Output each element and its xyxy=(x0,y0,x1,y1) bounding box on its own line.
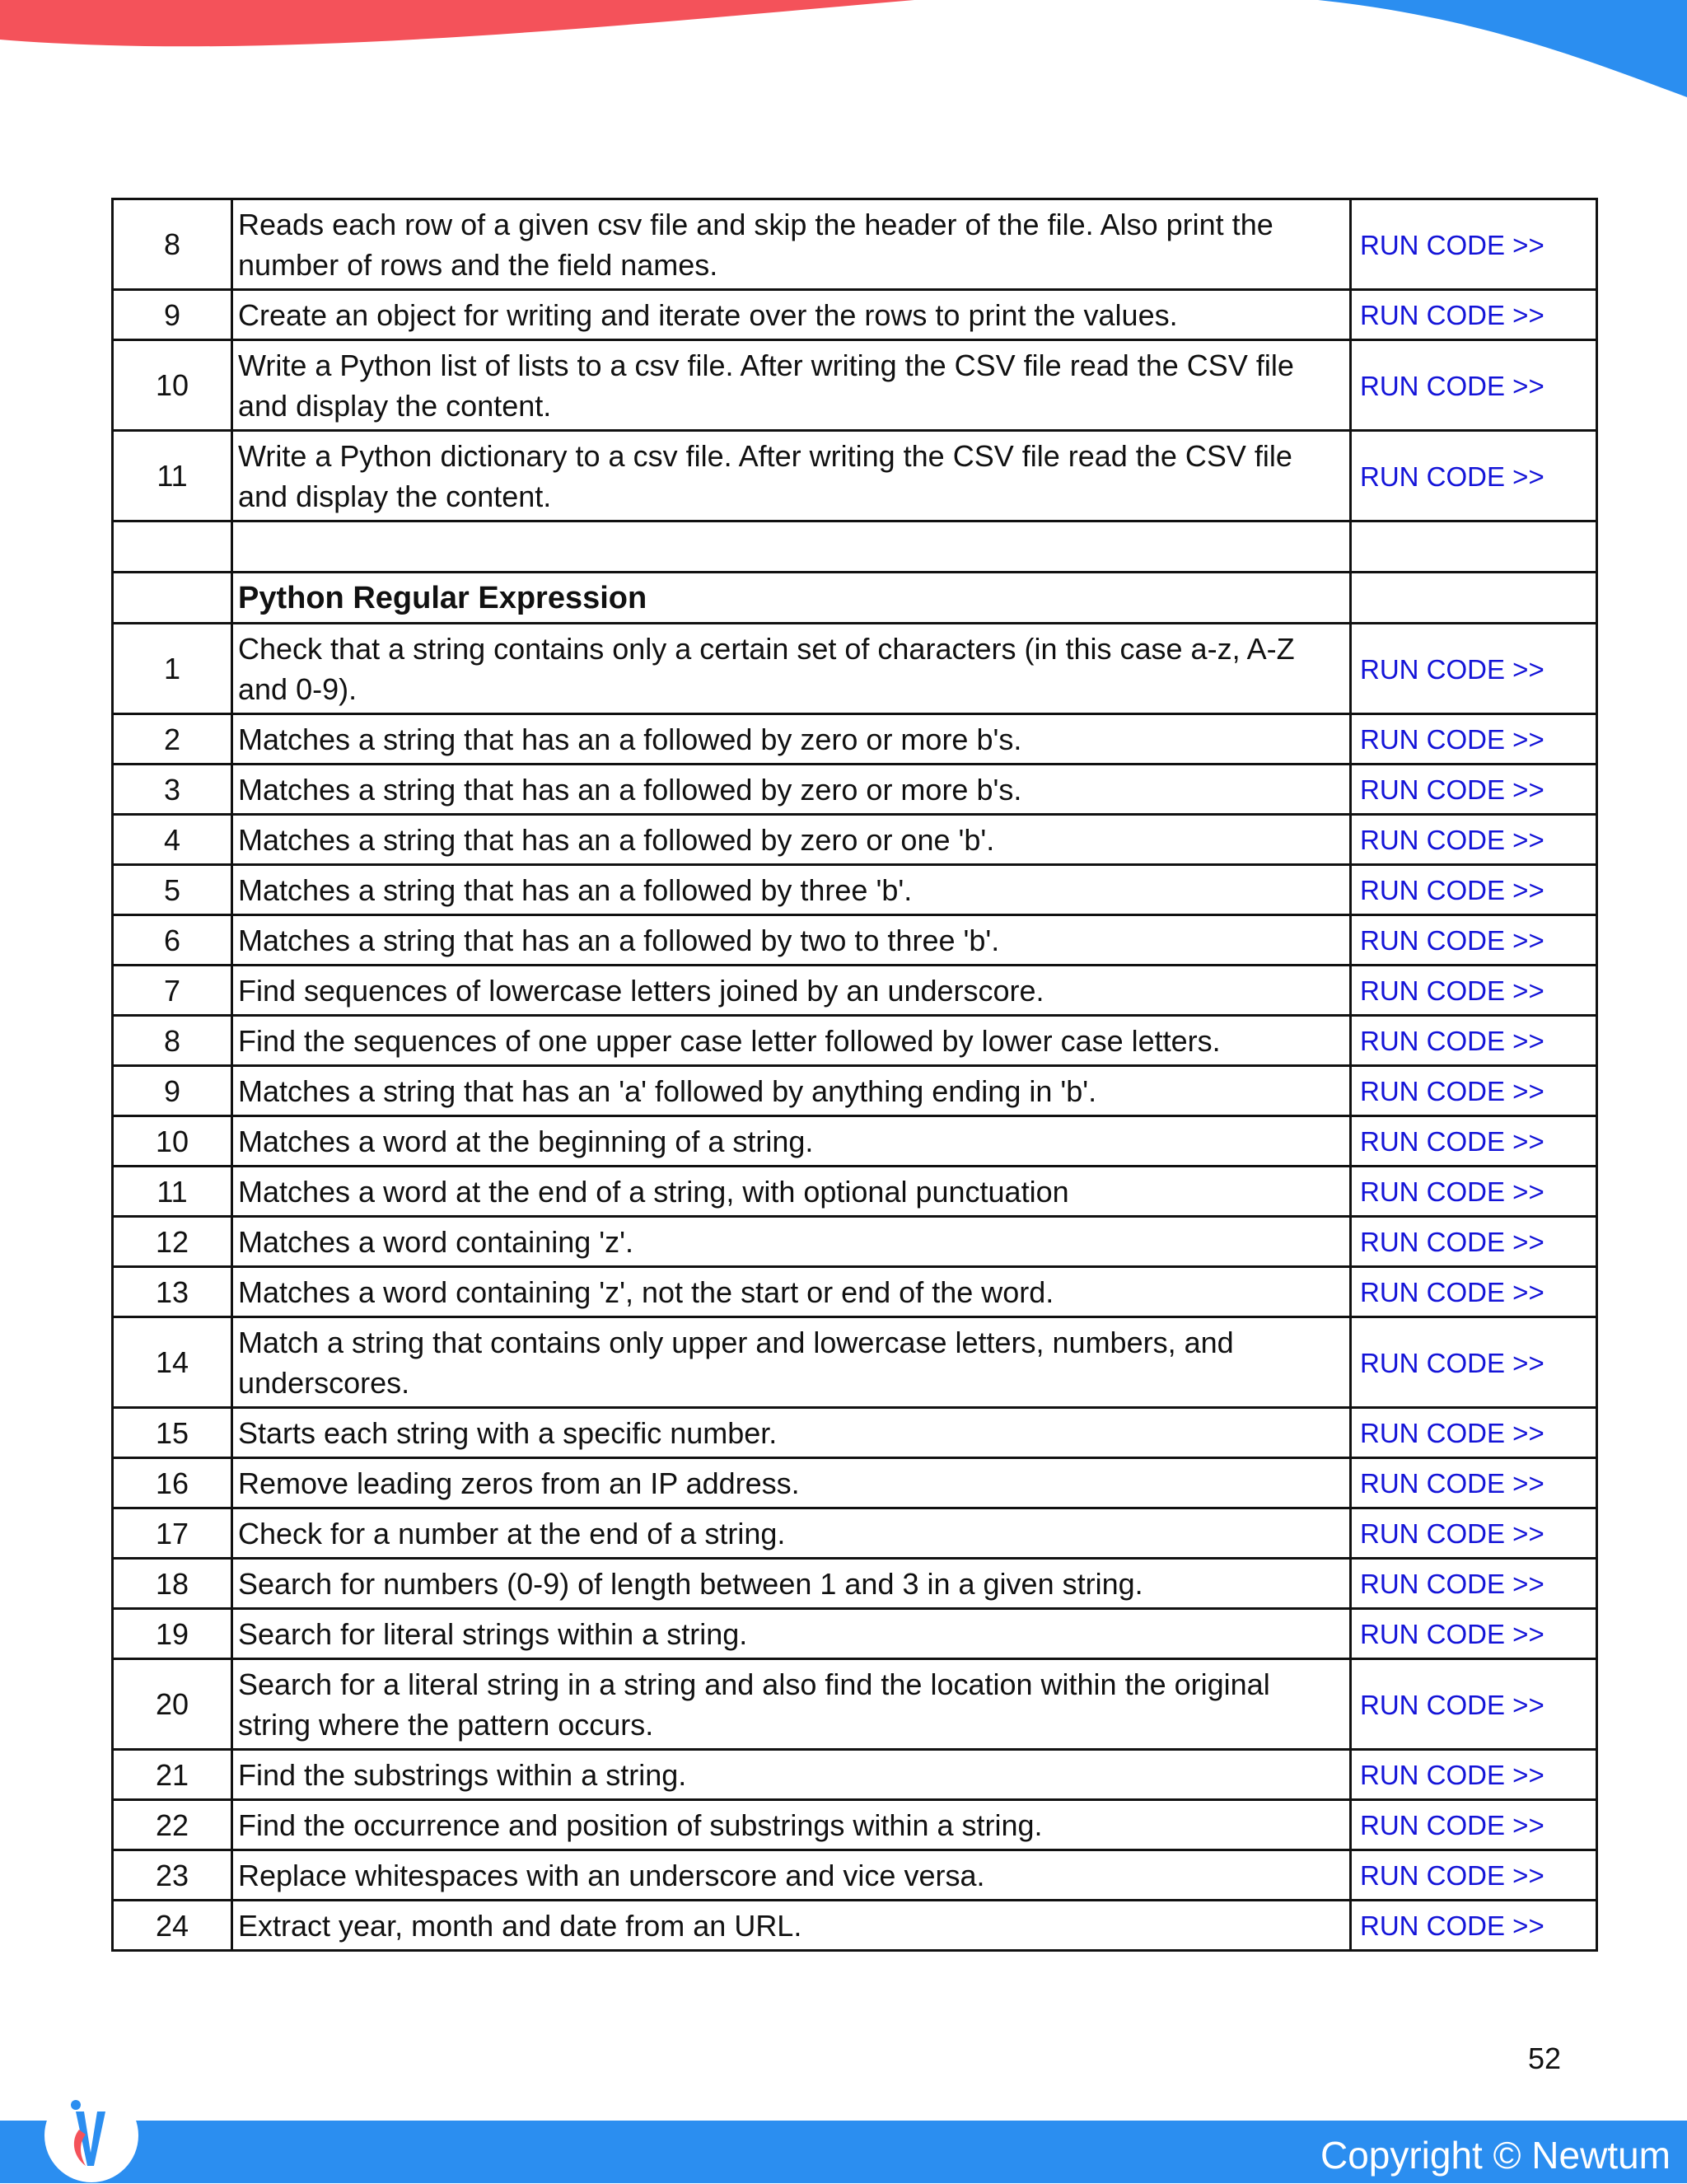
run-code-cell xyxy=(1351,1800,1597,1850)
row-number: 9 xyxy=(113,290,232,340)
run-code-link[interactable]: RUN CODE >> xyxy=(1360,1689,1544,1720)
copyright-text: Copyright © Newtum xyxy=(1320,2134,1671,2177)
table-row xyxy=(113,624,1597,714)
row-number: 10 xyxy=(113,340,232,431)
table-row xyxy=(113,1850,1597,1901)
run-code-cell xyxy=(1351,1167,1597,1217)
run-code-cell xyxy=(1351,1458,1597,1508)
empty-row xyxy=(113,521,1597,573)
table-row xyxy=(113,1750,1597,1800)
row-description: Write a Python list of lists to a csv file. After writing the CSV file read the CSV file and display the content. xyxy=(232,340,1351,431)
table-row xyxy=(113,199,1597,290)
row-description: Matches a string that has an a followed by three 'b'. xyxy=(232,865,1351,915)
run-code-link[interactable]: RUN CODE >> xyxy=(1360,300,1544,330)
row-description: Matches a word containing 'z', not the start or end of the word. xyxy=(232,1267,1351,1317)
row-number: 24 xyxy=(113,1901,232,1951)
table-row xyxy=(113,915,1597,966)
table-row xyxy=(113,1016,1597,1066)
run-code-link[interactable]: RUN CODE >> xyxy=(1360,370,1544,401)
row-number: 22 xyxy=(113,1800,232,1850)
row-number: 11 xyxy=(113,431,232,521)
row-description: Remove leading zeros from an IP address. xyxy=(232,1458,1351,1508)
row-number: 7 xyxy=(113,966,232,1016)
table-row xyxy=(113,431,1597,521)
run-code-cell xyxy=(1351,1559,1597,1609)
row-description: Find sequences of lowercase letters joined by an underscore. xyxy=(232,966,1351,1016)
row-number: 11 xyxy=(113,1167,232,1217)
run-code-link[interactable]: RUN CODE >> xyxy=(1360,1468,1544,1499)
row-description: Matches a word at the beginning of a string. xyxy=(232,1116,1351,1167)
table-row xyxy=(113,1217,1597,1267)
run-code-link[interactable]: RUN CODE >> xyxy=(1360,1126,1544,1157)
row-number: 16 xyxy=(113,1458,232,1508)
run-code-link[interactable]: RUN CODE >> xyxy=(1360,1760,1544,1790)
run-code-link[interactable]: RUN CODE >> xyxy=(1360,1026,1544,1056)
run-code-cell xyxy=(1351,1750,1597,1800)
run-code-link[interactable]: RUN CODE >> xyxy=(1360,975,1544,1006)
row-description: Search for a literal string in a string and also find the location within the original string where the pattern occurs. xyxy=(232,1659,1351,1750)
run-code-cell xyxy=(1351,1659,1597,1750)
run-code-link[interactable]: RUN CODE >> xyxy=(1360,825,1544,855)
table-row xyxy=(113,1901,1597,1951)
row-description: Search for literal strings within a string. xyxy=(232,1609,1351,1659)
run-code-cell xyxy=(1351,1508,1597,1559)
table-row xyxy=(113,1317,1597,1408)
run-code-link[interactable]: RUN CODE >> xyxy=(1360,1910,1544,1941)
row-number: 9 xyxy=(113,1066,232,1116)
page-number: 52 xyxy=(1528,2041,1562,2075)
table-row xyxy=(113,290,1597,340)
table-row xyxy=(113,1609,1597,1659)
row-description: Matches a string that has an 'a' followed by anything ending in 'b'. xyxy=(232,1066,1351,1116)
run-code-cell xyxy=(1351,290,1597,340)
run-code-cell xyxy=(1351,1116,1597,1167)
newtum-logo-icon xyxy=(43,2087,140,2184)
run-code-link[interactable]: RUN CODE >> xyxy=(1360,724,1544,755)
table-row xyxy=(113,966,1597,1016)
row-number: 2 xyxy=(113,714,232,765)
run-code-cell xyxy=(1351,431,1597,521)
run-code-link[interactable]: RUN CODE >> xyxy=(1360,229,1544,260)
row-description: Find the occurrence and position of substrings within a string. xyxy=(232,1800,1351,1850)
row-number: 21 xyxy=(113,1750,232,1800)
run-code-cell xyxy=(1351,340,1597,431)
run-code-cell xyxy=(1351,1066,1597,1116)
section-title: Python Regular Expression xyxy=(238,580,647,615)
regex-section xyxy=(113,624,1597,1951)
row-description: Matches a string that has an a followed by two to three 'b'. xyxy=(232,915,1351,966)
run-code-link[interactable]: RUN CODE >> xyxy=(1360,1569,1544,1599)
run-code-link[interactable]: RUN CODE >> xyxy=(1360,1810,1544,1840)
table-row xyxy=(113,1116,1597,1167)
row-description: Check that a string contains only a certain set of characters (in this case a-z, A-Z and 0-9). xyxy=(232,624,1351,714)
row-description: Write a Python dictionary to a csv file. After writing the CSV file read the CSV file and display the content. xyxy=(232,431,1351,521)
run-code-link[interactable]: RUN CODE >> xyxy=(1360,1860,1544,1891)
run-code-cell xyxy=(1351,1217,1597,1267)
section-header-row xyxy=(113,573,1597,624)
row-number: 17 xyxy=(113,1508,232,1559)
row-number: 3 xyxy=(113,765,232,815)
row-description: Find the substrings within a string. xyxy=(232,1750,1351,1800)
row-description: Find the sequences of one upper case letter followed by lower case letters. xyxy=(232,1016,1351,1066)
row-number: 1 xyxy=(113,624,232,714)
row-number: 15 xyxy=(113,1408,232,1458)
row-number: 8 xyxy=(113,1016,232,1066)
table-row xyxy=(113,1508,1597,1559)
table-row xyxy=(113,1559,1597,1609)
run-code-link[interactable]: RUN CODE >> xyxy=(1360,774,1544,805)
row-description: Reads each row of a given csv file and skip the header of the file. Also print the number of rows and the field names. xyxy=(232,199,1351,290)
table-row xyxy=(113,1167,1597,1217)
row-number: 12 xyxy=(113,1217,232,1267)
csv-section xyxy=(113,199,1597,521)
table-row xyxy=(113,765,1597,815)
run-code-link[interactable]: RUN CODE >> xyxy=(1360,1418,1544,1448)
row-description: Matches a string that has an a followed by zero or more b's. xyxy=(232,765,1351,815)
table-row xyxy=(113,1066,1597,1116)
row-description: Matches a string that has an a followed by zero or one 'b'. xyxy=(232,815,1351,865)
row-number: 4 xyxy=(113,815,232,865)
run-code-link[interactable]: RUN CODE >> xyxy=(1360,1619,1544,1649)
run-code-cell xyxy=(1351,765,1597,815)
run-code-cell xyxy=(1351,1609,1597,1659)
row-description: Search for numbers (0-9) of length between 1 and 3 in a given string. xyxy=(232,1559,1351,1609)
problems-table xyxy=(111,198,1598,1952)
run-code-cell xyxy=(1351,624,1597,714)
row-number: 10 xyxy=(113,1116,232,1167)
table-row xyxy=(113,1408,1597,1458)
run-code-link[interactable]: RUN CODE >> xyxy=(1360,925,1544,956)
table-row xyxy=(113,340,1597,431)
row-description: Create an object for writing and iterate over the rows to print the values. xyxy=(232,290,1351,340)
run-code-link[interactable]: RUN CODE >> xyxy=(1360,1347,1544,1378)
table-row xyxy=(113,1267,1597,1317)
row-description: Starts each string with a specific number. xyxy=(232,1408,1351,1458)
run-code-cell xyxy=(1351,1901,1597,1951)
run-code-link[interactable]: RUN CODE >> xyxy=(1360,1176,1544,1207)
run-code-cell xyxy=(1351,1317,1597,1408)
table-row xyxy=(113,1800,1597,1850)
run-code-cell xyxy=(1351,1267,1597,1317)
row-number: 20 xyxy=(113,1659,232,1750)
run-code-cell xyxy=(1351,1850,1597,1901)
run-code-cell xyxy=(1351,714,1597,765)
row-description: Check for a number at the end of a string. xyxy=(232,1508,1351,1559)
row-description: Match a string that contains only upper and lowercase letters, numbers, and underscores. xyxy=(232,1317,1351,1408)
row-number: 14 xyxy=(113,1317,232,1408)
run-code-cell xyxy=(1351,915,1597,966)
table-row xyxy=(113,1659,1597,1750)
run-code-link[interactable]: RUN CODE >> xyxy=(1360,1518,1544,1549)
row-number: 8 xyxy=(113,199,232,290)
row-description: Extract year, month and date from an URL. xyxy=(232,1901,1351,1951)
run-code-link[interactable]: RUN CODE >> xyxy=(1360,1227,1544,1257)
table-row xyxy=(113,1458,1597,1508)
header-decoration xyxy=(0,0,1687,107)
row-number: 23 xyxy=(113,1850,232,1901)
row-number: 13 xyxy=(113,1267,232,1317)
row-description: Matches a word containing 'z'. xyxy=(232,1217,1351,1267)
row-description: Replace whitespaces with an underscore and vice versa. xyxy=(232,1850,1351,1901)
run-code-link[interactable]: RUN CODE >> xyxy=(1360,1277,1544,1307)
row-number: 19 xyxy=(113,1609,232,1659)
table-row xyxy=(113,815,1597,865)
run-code-cell xyxy=(1351,199,1597,290)
table-row xyxy=(113,865,1597,915)
row-number: 6 xyxy=(113,915,232,966)
run-code-cell xyxy=(1351,865,1597,915)
row-description: Matches a string that has an a followed by zero or more b's. xyxy=(232,714,1351,765)
row-number: 18 xyxy=(113,1559,232,1609)
run-code-cell xyxy=(1351,1408,1597,1458)
table-row xyxy=(113,714,1597,765)
run-code-cell xyxy=(1351,966,1597,1016)
run-code-link[interactable]: RUN CODE >> xyxy=(1360,461,1544,492)
row-description: Matches a word at the end of a string, with optional punctuation xyxy=(232,1167,1351,1217)
run-code-link[interactable]: RUN CODE >> xyxy=(1360,653,1544,685)
run-code-link[interactable]: RUN CODE >> xyxy=(1360,1076,1544,1106)
row-number: 5 xyxy=(113,865,232,915)
run-code-link[interactable]: RUN CODE >> xyxy=(1360,875,1544,905)
run-code-cell xyxy=(1351,1016,1597,1066)
section-divider xyxy=(113,521,1597,624)
run-code-cell xyxy=(1351,815,1597,865)
